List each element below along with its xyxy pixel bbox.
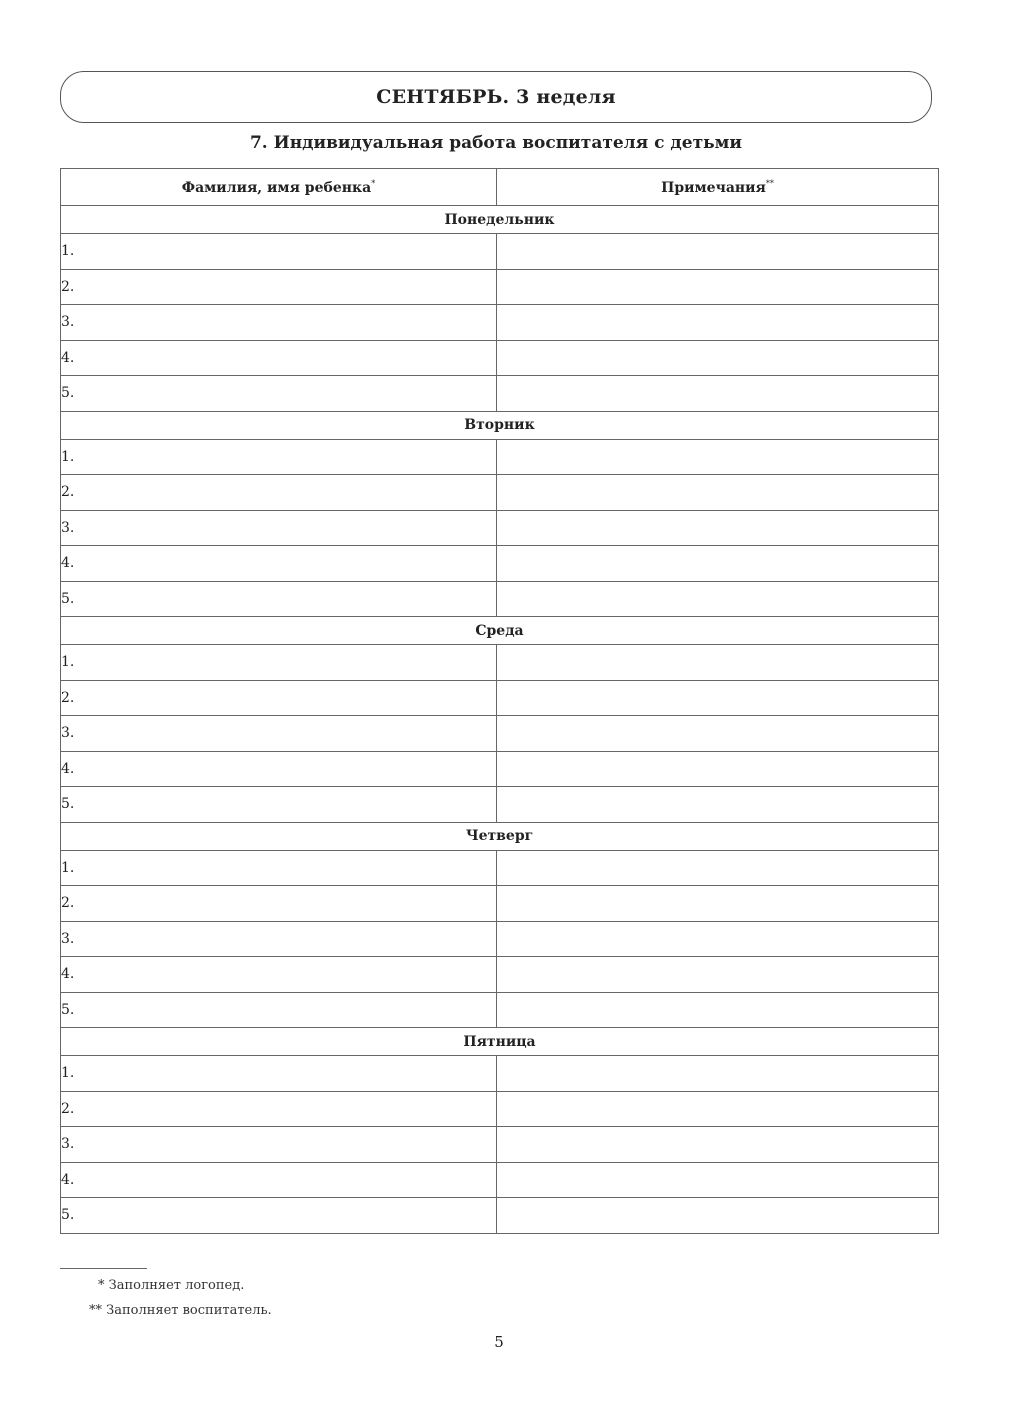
day-label: Пятница: [61, 1028, 939, 1056]
table-row: [61, 340, 939, 376]
table-row: [61, 1162, 939, 1198]
notes-cell: [497, 439, 939, 475]
table-row: [61, 1198, 939, 1234]
notes-cell: [497, 716, 939, 752]
row-number: 1.: [61, 439, 497, 475]
notes-cell: [497, 376, 939, 412]
footnote-teacher: ** Заполняет воспитатель.: [89, 1303, 272, 1318]
table-row: [61, 921, 939, 957]
notes-cell: [497, 1127, 939, 1163]
page-number: 5: [494, 1333, 504, 1351]
day-row-wednesday: [61, 617, 939, 645]
column-header-name-label: Фамилия, имя ребенка: [181, 179, 372, 196]
notes-cell: [497, 234, 939, 270]
day-label: Четверг: [61, 822, 939, 850]
footnote-mark: *: [371, 178, 376, 188]
column-header-notes: [497, 169, 939, 206]
planner-table: [60, 168, 939, 1234]
notes-cell: [497, 645, 939, 681]
page-title: СЕНТЯБРЬ. 3 неделя: [376, 86, 616, 108]
table-row: [61, 269, 939, 305]
row-number: 1.: [61, 234, 497, 270]
row-number: 2.: [61, 886, 497, 922]
notes-cell: [497, 850, 939, 886]
table-row: [61, 957, 939, 993]
table-row: [61, 1091, 939, 1127]
day-label: Понедельник: [61, 206, 939, 234]
row-number: 2.: [61, 475, 497, 511]
table-row: [61, 510, 939, 546]
notes-cell: [497, 1198, 939, 1234]
day-row-monday: [61, 206, 939, 234]
row-number: 3.: [61, 1127, 497, 1163]
notes-cell: [497, 921, 939, 957]
table-body: [61, 206, 939, 1234]
column-header-name: [61, 169, 497, 206]
row-number: 1.: [61, 850, 497, 886]
row-number: 4.: [61, 1162, 497, 1198]
notes-cell: [497, 510, 939, 546]
row-number: 5.: [61, 1198, 497, 1234]
row-number: 5.: [61, 787, 497, 823]
notes-cell: [497, 1056, 939, 1092]
day-label: Вторник: [61, 411, 939, 439]
table-row: [61, 645, 939, 681]
table-row: [61, 680, 939, 716]
notes-cell: [497, 680, 939, 716]
row-number: 5.: [61, 376, 497, 412]
table-row: [61, 439, 939, 475]
table-row: [61, 1056, 939, 1092]
row-number: 3.: [61, 510, 497, 546]
row-number: 2.: [61, 1091, 497, 1127]
footnote-mark: **: [765, 178, 774, 188]
notes-cell: [497, 1091, 939, 1127]
notes-cell: [497, 546, 939, 582]
notes-cell: [497, 751, 939, 787]
row-number: 3.: [61, 921, 497, 957]
day-row-thursday: [61, 822, 939, 850]
row-number: 5.: [61, 581, 497, 617]
day-row-tuesday: [61, 411, 939, 439]
notes-cell: [497, 992, 939, 1028]
row-number: 4.: [61, 957, 497, 993]
row-number: 3.: [61, 716, 497, 752]
day-row-friday: [61, 1028, 939, 1056]
row-number: 1.: [61, 1056, 497, 1092]
notes-cell: [497, 957, 939, 993]
notes-cell: [497, 886, 939, 922]
table-row: [61, 376, 939, 412]
table-row: [61, 751, 939, 787]
notes-cell: [497, 269, 939, 305]
footnote-speech-therapist: * Заполняет логопед.: [98, 1278, 245, 1293]
row-number: 4.: [61, 751, 497, 787]
row-number: 5.: [61, 992, 497, 1028]
table-row: [61, 1127, 939, 1163]
row-number: 2.: [61, 269, 497, 305]
table-row: [61, 234, 939, 270]
notes-cell: [497, 340, 939, 376]
header-banner: [60, 71, 932, 123]
notes-cell: [497, 581, 939, 617]
table-row: [61, 886, 939, 922]
notes-cell: [497, 1162, 939, 1198]
table-header-row: [61, 169, 939, 206]
table-row: [61, 475, 939, 511]
table-row: [61, 992, 939, 1028]
day-label: Среда: [61, 617, 939, 645]
notes-cell: [497, 787, 939, 823]
table-row: [61, 546, 939, 582]
footnote-divider: [60, 1268, 147, 1269]
row-number: 1.: [61, 645, 497, 681]
row-number: 4.: [61, 340, 497, 376]
section-title: 7. Индивидуальная работа воспитателя с детьми: [249, 133, 743, 153]
table-row: [61, 716, 939, 752]
table-row: [61, 850, 939, 886]
table-row: [61, 305, 939, 341]
notes-cell: [497, 305, 939, 341]
row-number: 3.: [61, 305, 497, 341]
table-row: [61, 787, 939, 823]
column-header-notes-label: Примечания: [661, 179, 766, 196]
row-number: 2.: [61, 680, 497, 716]
row-number: 4.: [61, 546, 497, 582]
notes-cell: [497, 475, 939, 511]
table-row: [61, 581, 939, 617]
